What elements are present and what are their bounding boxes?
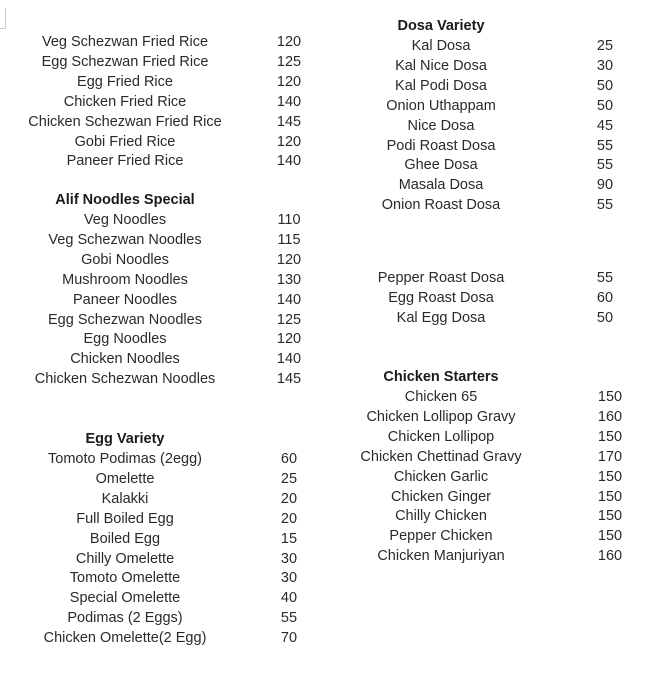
menu-item-price: 30 [280,550,298,567]
menu-item-name: Veg Noodles [83,212,167,228]
menu-item-name: Chicken Omelette(2 Egg) [43,630,207,647]
menu-item-name: Nice Dosa [407,117,475,134]
menu-item-name: Masala Dosa [398,177,484,194]
menu-item-name: Onion Roast Dosa [381,197,501,214]
menu-item-price: 120 [276,73,302,90]
menu-item-name: Chilly Chicken [395,508,487,525]
menu-item-price: 150 [597,488,623,505]
menu-item-name: Chicken Lollipop Gravy [366,408,516,425]
menu-item-name: Pepper Roast Dosa [377,270,505,286]
menu-item-price: 115 [277,231,301,248]
menu-item-price: 55 [596,137,614,154]
menu-item-price: 50 [596,309,614,326]
menu-item-name: Podimas (2 Eggs) [67,610,183,627]
menu-item-price: 150 [597,389,623,405]
menu-item-name: Pepper Chicken [389,528,493,545]
section-heading-dosa: Dosa Variety [397,18,485,34]
menu-item-price: 145 [276,371,302,388]
section-heading-egg: Egg Variety [85,431,165,447]
menu-item-price: 125 [276,53,302,70]
menu-item-name: Egg Fried Rice [77,73,173,90]
menu-item-name: Chicken Noodles [70,351,180,368]
menu-item-name: Chicken Manjuriyan [377,548,505,565]
menu-item-price: 140 [276,93,302,110]
section-heading-chicken: Chicken Starters [383,369,499,385]
menu-item-name: Chicken 65 [404,389,478,405]
menu-item-name: Kal Egg Dosa [396,309,486,326]
menu-item-price: 120 [276,34,302,50]
menu-item-price: 60 [596,289,614,306]
menu-item-price: 40 [280,590,298,607]
menu-item-price: 160 [597,548,623,565]
menu-item-name: Paneer Fried Rice [66,153,184,170]
menu-item-price: 70 [280,630,298,647]
menu-item-name: Omelette [95,470,155,487]
menu-item-price: 150 [597,468,623,485]
menu-item-price: 150 [597,508,623,525]
menu-item-name: Egg Schezwan Noodles [48,311,202,328]
menu-item-name: Egg Schezwan Fried Rice [41,53,209,70]
menu-item-name: Chicken Ginger [391,488,491,505]
menu-item-price: 150 [597,428,623,445]
menu-item-name: Kal Dosa [411,38,471,54]
menu-item-price: 120 [276,251,302,268]
menu-item-price: 25 [596,38,614,54]
menu-item-name: Full Boiled Egg [76,510,174,527]
menu-item-name: Chicken Schezwan Fried Rice [28,113,222,130]
menu-item-price: 50 [596,77,614,94]
menu-item-name: Kalakki [101,490,149,507]
menu-item-name: Onion Uthappam [386,97,496,114]
menu-item-name: Special Omelette [69,590,181,607]
menu-item-name: Chicken Fried Rice [63,93,187,110]
menu-item-name: Veg Schezwan Fried Rice [41,34,209,50]
menu-item-price: 145 [276,113,302,130]
menu-item-name: Gobi Noodles [81,251,169,268]
menu-item-name: Kal Podi Dosa [395,77,487,94]
menu-item-price: 110 [277,212,301,228]
menu-item-price: 125 [276,311,302,328]
menu-item-price: 150 [597,528,623,545]
menu-item-name: Boiled Egg [89,530,161,547]
menu-item-price: 55 [596,197,614,214]
menu-item-name: Chilly Omelette [75,550,175,567]
menu-item-price: 45 [596,117,614,134]
menu-item-name: Chicken Lollipop [387,428,495,445]
menu-item-name: Gobi Fried Rice [74,133,176,150]
menu-item-name: Podi Roast Dosa [386,137,496,154]
menu-item-name: Veg Schezwan Noodles [48,231,202,248]
menu-item-price: 25 [280,470,298,487]
menu-item-price: 30 [596,57,614,74]
menu-item-name: Chicken Schezwan Noodles [34,371,216,388]
menu-item-name: Tomoto Omelette [69,570,181,587]
menu-item-price: 160 [597,408,623,425]
page-corner-mark [0,8,6,29]
menu-item-price: 50 [596,97,614,114]
menu-item-price: 30 [280,570,298,587]
menu-item-price: 90 [596,177,614,194]
menu-item-price: 120 [276,133,302,150]
menu-item-name: Chicken Garlic [393,468,489,485]
menu-item-price: 20 [280,490,298,507]
menu-item-name: Ghee Dosa [404,157,478,174]
menu-item-price: 55 [596,270,614,286]
menu-item-price: 140 [276,291,302,308]
menu-item-price: 120 [276,331,302,348]
menu-item-price: 60 [280,451,298,467]
section-heading-noodles: Alif Noodles Special [55,192,195,208]
menu-item-name: Paneer Noodles [73,291,177,308]
menu-item-name: Egg Noodles [83,331,167,348]
menu-item-name: Tomoto Podimas (2egg) [48,451,202,467]
menu-item-price: 140 [276,153,302,170]
menu-item-price: 170 [597,448,623,465]
menu-item-name: Chicken Chettinad Gravy [360,448,522,465]
menu-item-price: 55 [280,610,298,627]
menu-item-price: 20 [280,510,298,527]
menu-item-name: Kal Nice Dosa [395,57,487,74]
menu-item-name: Egg Roast Dosa [388,289,494,306]
menu-item-price: 55 [596,157,614,174]
menu-item-price: 140 [276,351,302,368]
menu-item-name: Mushroom Noodles [62,271,188,288]
menu-item-price: 130 [276,271,302,288]
menu-item-price: 15 [280,530,298,547]
